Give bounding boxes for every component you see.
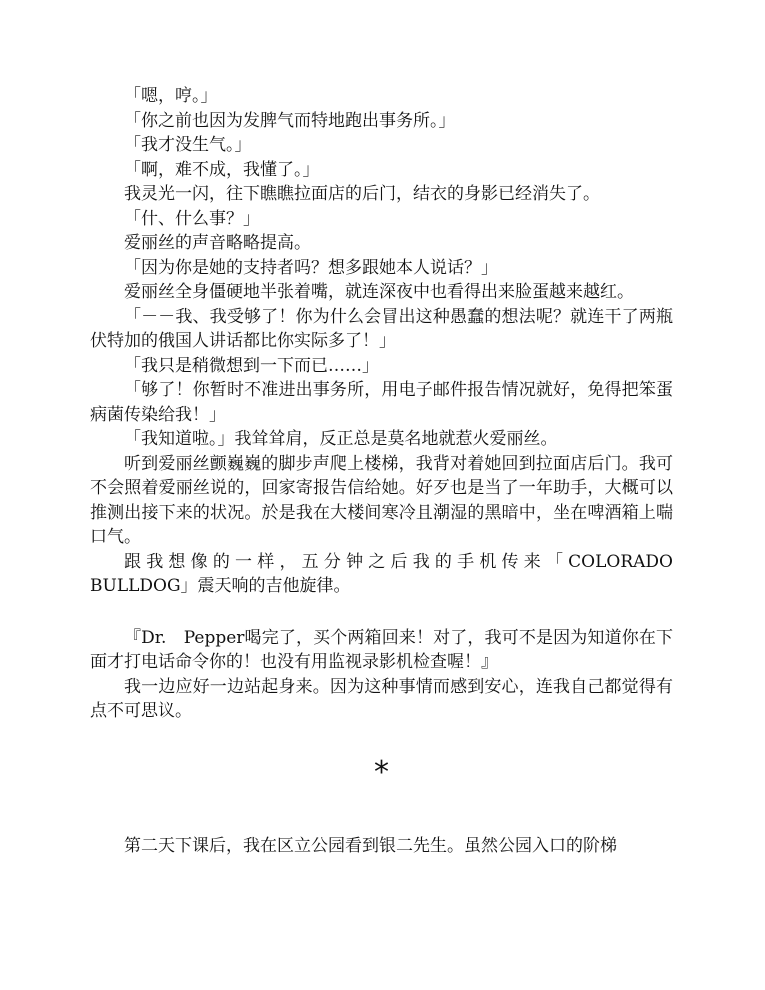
- paragraph: 跟我想像的一样，五分钟之后我的手机传来「COLORADO BULLDOG」震天响的吉他旋律。: [90, 551, 673, 596]
- paragraph: 我灵光一闪，往下瞧瞧拉面店的后门，结衣的身影已经消失了。: [124, 184, 600, 204]
- paragraph: 「够了！你暂时不准进出事务所，用电子邮件报告情况就好，免得把笨蛋病菌传染给我！」: [90, 380, 673, 425]
- paragraph: 『Dr. Pepper喝完了，买个两箱回来！对了，我可不是因为知道你在下面才打电话命令你的！也没有用监视录影机检查喔！』: [90, 627, 673, 672]
- blank-line: [90, 599, 673, 626]
- section-3: [90, 834, 673, 859]
- section-1: [90, 84, 673, 599]
- section-2: [90, 626, 673, 724]
- paragraph: 「因为你是她的支持者吗？想多跟她本人说话？」: [124, 257, 498, 278]
- paragraph: 第二天下课后，我在区立公园看到银二先生。虽然公园入口的阶梯: [124, 835, 617, 856]
- paragraph: 「我才没生气。」: [124, 135, 252, 155]
- scene-separator: *: [374, 754, 389, 790]
- paragraph: 爱丽丝的声音略略提高。: [124, 233, 311, 253]
- document-page: [90, 84, 673, 858]
- paragraph: 听到爱丽丝颤巍巍的脚步声爬上楼梯，我背对着她回到拉面店后门。我可不会照着爱丽丝说的，回家寄报告信给她。好歹也是当了一年助手，大概可以推测出接下来的状况。於是我在大楼间寒冷且潮湿的黑暗中，坐在啤酒箱上喘口气。: [90, 453, 673, 547]
- paragraph: 爱丽丝全身僵硬地半张着嘴，就连深夜中也看得出来脸蛋越来越红。: [124, 282, 634, 302]
- paragraph: 「嗯，哼。」: [124, 86, 218, 106]
- paragraph: 「我知道啦。」我耸耸肩，反正总是莫名地就惹火爱丽丝。: [124, 429, 558, 449]
- paragraph: 「啊，难不成，我懂了。」: [124, 159, 320, 180]
- paragraph: 「你之前也因为发脾气而特地跑出事务所。」: [124, 110, 456, 131]
- paragraph: 「我只是稍微想到一下而已……」: [124, 355, 379, 376]
- paragraph: 「什、什么事？」: [124, 208, 260, 229]
- paragraph: 我一边应好一边站起身来。因为这种事情而感到安心，连我自己都觉得有点不可思议。: [90, 676, 673, 721]
- paragraph: 「－－我、我受够了！你为什么会冒出这种愚蠢的想法呢？就连干了两瓶伏特加的俄国人讲话都比你实际多了！」: [90, 306, 673, 351]
